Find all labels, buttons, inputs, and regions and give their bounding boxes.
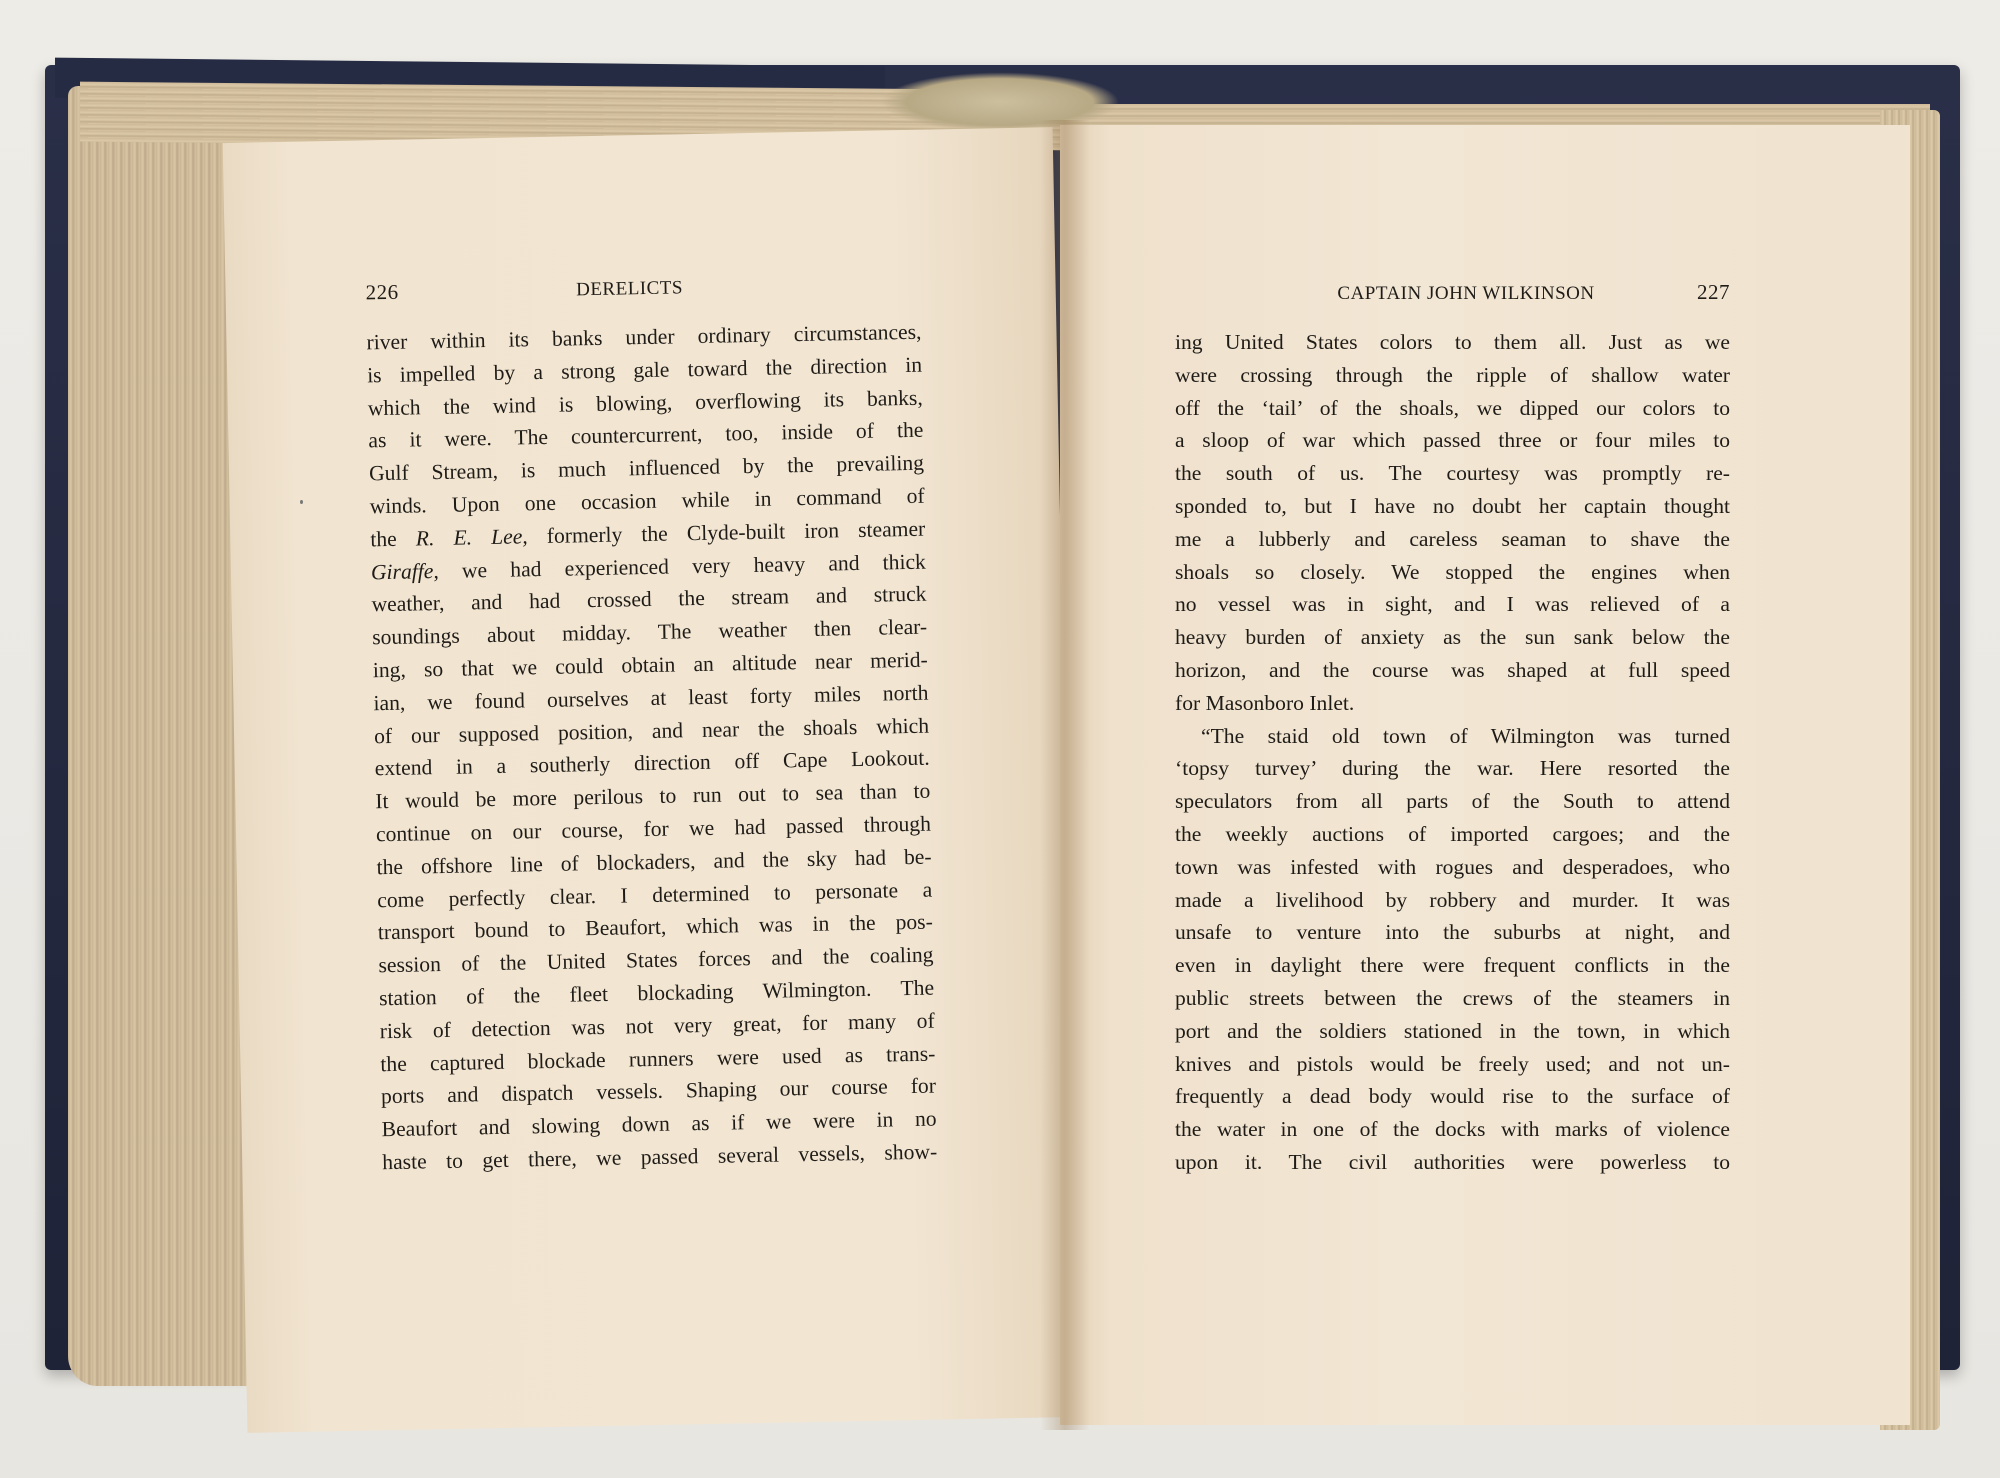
text-line: off the ‘tail’ of the shoals, we dipped our colors to [1175,395,1730,420]
text-line: “The staid old town of Wilmington was turned [1201,723,1730,748]
text-line: is impelled by a strong gale toward the direction in [366,352,923,388]
text-line: town was infested with rogues and desperadoes, who [1175,854,1730,879]
text-line: the weekly auctions of imported cargoes; and the [1175,821,1730,846]
text-line: knives and pistols would be freely used; and not un- [1175,1051,1730,1076]
text-line: the south of us. The courtesy was promptly re- [1175,461,1730,486]
text-line: weather, and had crossed the stream and struck [371,582,927,617]
text-line: the water in one of the docks with marks of violence [1175,1117,1730,1142]
text-line: unsafe to venture into the suburbs at night, and [1175,920,1730,945]
left-page-content [365,270,937,1179]
text-line: come perfectly clear. I determined to personate a [377,877,933,912]
text-line: for Masonboro Inlet. [1175,690,1355,715]
text-line: horizon, and the course was shaped at full speed [1175,657,1730,682]
text-line: upon it. The civil authorities were powerless to [1175,1149,1730,1174]
text-line: which the wind is blowing, overflowing its banks, [367,385,923,420]
left-page-number: 226 [365,279,399,305]
text-line: shoals so closely. We stopped the engines when [1175,559,1730,584]
text-line: soundings about midday. The weather then clear- [371,614,928,650]
left-running-head [365,270,920,311]
text-line: the offshore line of blockaders, and the sky had be- [376,844,932,880]
right-running-head [1175,280,1730,310]
text-line: the captured blockade runners were used as trans- [380,1041,936,1076]
text-line: haste to get there, we passed several vessels, show- [382,1139,938,1175]
right-page [1060,125,1910,1425]
text-line: even in daylight there were frequent conflicts in the [1175,953,1730,978]
gutter-shadow [1040,120,1090,1430]
text-line: ports and dispatch vessels. Shaping our course for [380,1073,937,1109]
text-line: public streets between the crews of the steamers in [1175,985,1730,1010]
text-fragment: the [370,526,397,552]
text-line: sponded to, but I have no doubt her captain thought [1175,493,1730,518]
right-page-number: 227 [1697,280,1730,304]
text-line: transport bound to Beaufort, which was in the pos- [377,909,934,945]
text-line: of our supposed position, and near the shoals which [373,713,930,748]
text-line: station of the fleet blockading Wilmington. The [378,975,935,1011]
text-fragment: formerly the Clyde-built iron steamer [546,516,926,548]
text-line: session of the United States forces and the coaling [378,942,934,978]
left-running-title: DERELICTS [575,277,684,301]
text-line: river within its banks under ordinary circumstances, [366,319,922,355]
text-line: made a livelihood by robbery and murder. It was [1175,887,1730,912]
text-line: risk of detection was not very great, for many of [379,1008,935,1043]
pencil-mark [300,500,303,504]
right-page-body [1175,326,1730,1179]
text-line: frequently a dead body would rise to the surface of [1175,1084,1730,1109]
text-line: heavy burden of anxiety as the sun sank below the [1175,625,1730,650]
text-fragment: we had experienced very heavy and thick [461,549,927,583]
right-page-content [1175,280,1730,1179]
text-line: Gulf Stream, is much influenced by the prevailing [368,450,925,486]
text-line: were crossing through the ripple of shallow water [1175,362,1730,387]
text-line: as it were. The countercurrent, too, inside of the [368,418,924,453]
text-line: me a lubberly and careless seaman to shave the [1175,526,1730,551]
left-page [223,127,1078,1433]
left-page-body [366,316,937,1179]
text-line: speculators from all parts of the South to attend [1175,789,1730,814]
text-line: a sloop of war which passed three or four miles to [1175,428,1730,453]
text-line: ing United States colors to them all. Just as we [1175,330,1730,354]
text-line: port and the soldiers stationed in the town, in which [1175,1018,1730,1043]
right-running-title: CAPTAIN JOHN WILKINSON [1337,283,1595,304]
text-line: no vessel was in sight, and I was relieved of a [1175,592,1730,617]
text-line: continue on our course, for we had passed through [375,811,932,847]
text-line: ‘topsy turvey’ during the war. Here resorted the [1175,756,1730,781]
text-line: It would be more perilous to run out to sea than to [375,778,931,814]
text-line: ian, we found ourselves at least forty miles north [373,680,929,716]
text-line: ing, so that we could obtain an altitude near merid- [372,647,928,683]
text-line: winds. Upon one occasion while in command of [369,483,925,519]
ship-name-italic: Giraffe, [370,558,439,584]
text-line: Beaufort and slowing down as if we were in no [381,1106,937,1142]
ship-name-italic: R. E. Lee, [415,524,528,551]
text-line: extend in a southerly direction off Cape Lookout. [374,745,930,781]
